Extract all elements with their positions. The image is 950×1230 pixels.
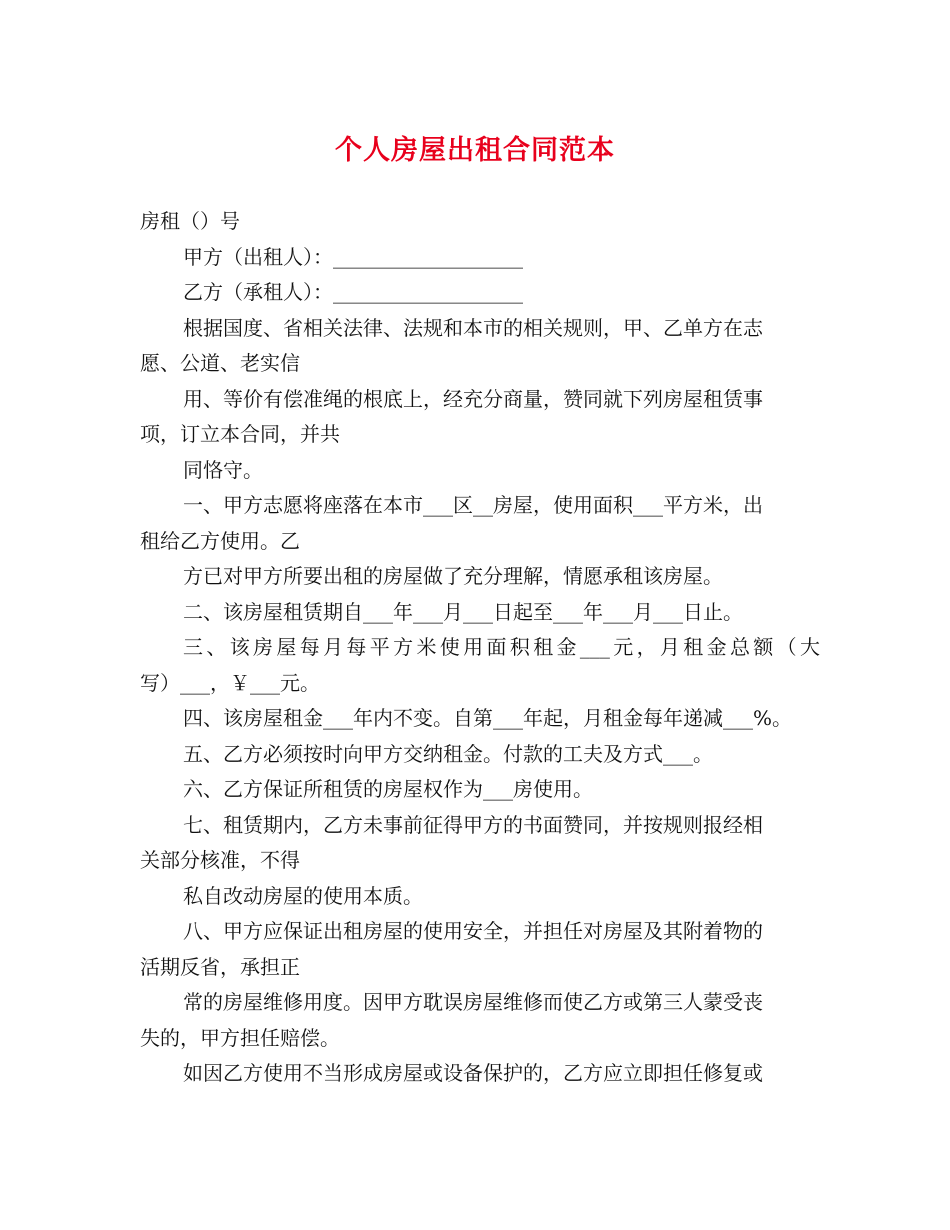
text-line: 方已对甲方所要出租的房屋做了充分理解，情愿承租该房屋。 — [183, 564, 723, 588]
document-body — [140, 204, 820, 1092]
text-line: 七、租赁期内，乙方未事前征得甲方的书面赞同，并按规则报经相 — [183, 812, 763, 837]
text-line: 活期反省，承担正 — [140, 954, 300, 979]
text-line: 三、该房屋每月每平方米使用面积租金___元，月租金总额（大 — [183, 635, 820, 659]
text-line: 写）___，￥___元。 — [140, 670, 320, 695]
text-line: 关部分核准，不得 — [140, 848, 300, 872]
text-line: 甲方（出租人）：___________________ — [183, 244, 523, 269]
text-line: 四、该房屋租金___年内不变。自第___年起，月租金每年递减___%。 — [183, 706, 793, 730]
text-line: 根据国度、省相关法律、法规和本市的相关规则，甲、乙单方在志 — [183, 315, 763, 340]
text-line: 租给乙方使用。乙 — [140, 528, 300, 553]
text-line: 私自改动房屋的使用本质。 — [183, 883, 423, 908]
text-line: 常的房屋维修用度。因甲方耽误房屋维修而使乙方或第三人蒙受丧 — [183, 990, 763, 1014]
text-line: 八、甲方应保证出租房屋的使用安全，并担任对房屋及其附着物的 — [183, 919, 763, 943]
text-line: 房租（）号 — [140, 209, 240, 233]
text-line: 项，订立本合同，并共 — [140, 422, 340, 446]
document-title: 个人房屋出租合同范本 — [335, 135, 615, 166]
text-line: 乙方（承租人）：___________________ — [183, 280, 523, 304]
text-line: 六、乙方保证所租赁的房屋权作为___房使用。 — [183, 777, 593, 801]
text-line: 用、等价有偿准绳的根底上，经充分商量，赞同就下列房屋租赁事 — [183, 386, 763, 411]
text-line: 失的，甲方担任赔偿。 — [140, 1025, 340, 1050]
text-line: 二、该房屋租赁期自___年___月___日起至___年___月___日止。 — [183, 599, 743, 624]
text-line: 同恪守。 — [183, 457, 263, 482]
text-line: 五、乙方必须按时向甲方交纳租金。付款的工夫及方式___。 — [183, 741, 713, 766]
text-line: 愿、公道、老实信 — [140, 351, 300, 375]
text-line: 一、甲方志愿将座落在本市___区__房屋，使用面积___平方米，出 — [183, 493, 763, 517]
text-line: 如因乙方使用不当形成房屋或设备保护的，乙方应立即担任修复或 — [183, 1061, 763, 1085]
